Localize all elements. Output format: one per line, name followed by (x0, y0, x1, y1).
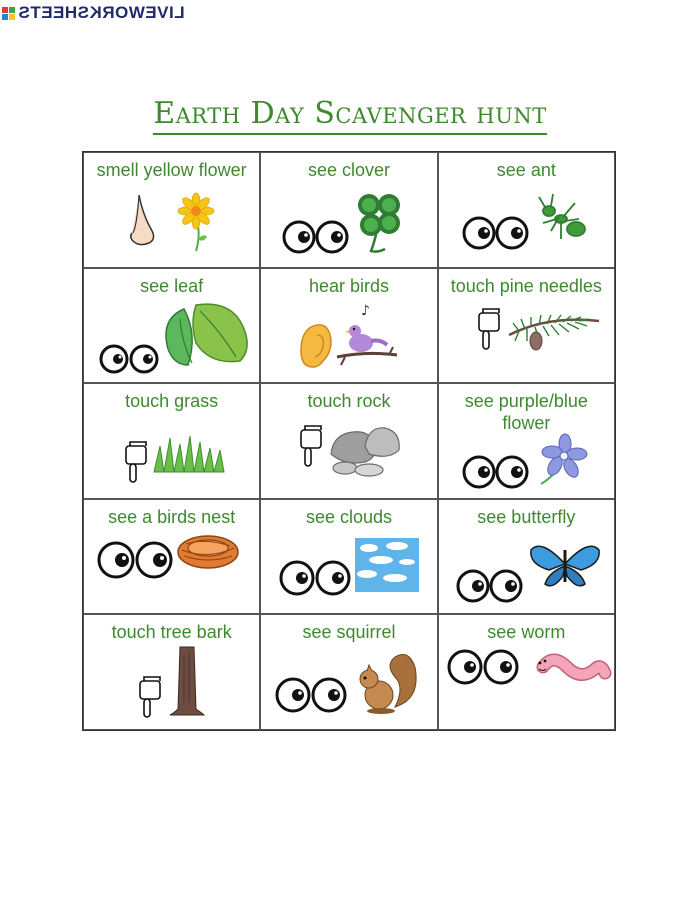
hunt-cell[interactable] (260, 152, 437, 268)
hunt-cell[interactable] (260, 383, 437, 499)
ant-icon (539, 194, 585, 239)
cell-label: hear birds (308, 275, 390, 296)
cell-label: see ant (496, 160, 556, 180)
cell-label: touch rock (307, 391, 391, 412)
pointing-hand-icon (126, 442, 146, 482)
pointing-hand-icon (479, 309, 499, 349)
ear-icon (301, 324, 331, 366)
tree-trunk-icon (170, 647, 204, 715)
rocks-icon (331, 428, 399, 476)
grass-icon (154, 436, 224, 472)
cell-label: touch grass (125, 391, 219, 412)
eyes-icon (464, 218, 527, 248)
eyes-icon (458, 571, 521, 601)
cell-label: see clover (307, 160, 391, 180)
eyes-icon (449, 651, 517, 683)
logo-squares (2, 7, 15, 20)
cell-label: see clouds (305, 506, 393, 527)
cell-label: see worm (487, 622, 566, 643)
pine-branch-icon (509, 315, 599, 350)
purple-flower-icon (541, 434, 587, 484)
hunt-cell[interactable] (83, 152, 260, 268)
hunt-cell[interactable] (260, 614, 437, 730)
yellow-flower-icon (178, 193, 214, 251)
eyes-icon (101, 346, 157, 372)
bird-icon (337, 303, 397, 365)
cell-label: smell yellow flower (96, 160, 247, 180)
hunt-cell[interactable] (438, 499, 615, 615)
svg-text:♪: ♪ (361, 302, 371, 319)
hunt-cell[interactable] (438, 614, 615, 730)
pointing-hand-icon (140, 677, 160, 717)
logo-text: LIVEWORKSHEETS (18, 3, 185, 22)
eyes-icon (99, 543, 171, 577)
hunt-cell[interactable] (83, 614, 260, 730)
cell-label: touch tree bark (111, 622, 232, 643)
eyes-icon (464, 457, 527, 487)
hunt-cell[interactable] (438, 383, 615, 499)
eyes-icon (281, 562, 349, 594)
title-bar (140, 90, 560, 140)
squirrel-icon (360, 655, 416, 714)
cell-label: see purple/blue flower (464, 391, 588, 434)
leaf-icon (166, 304, 247, 365)
hunt-cell[interactable] (438, 268, 615, 384)
eyes-icon (277, 679, 345, 711)
page-title: Earth Day Scavenger hunt (153, 96, 547, 135)
butterfly-icon (530, 546, 598, 586)
cell-label: see leaf (140, 275, 204, 296)
cell-label: see butterfly (477, 506, 576, 527)
hunt-cell[interactable] (83, 383, 260, 499)
liveworksheets-logo (2, 2, 185, 24)
hunt-cell[interactable] (83, 499, 260, 615)
hunt-cell[interactable] (438, 152, 615, 268)
hunt-cell[interactable] (260, 268, 437, 384)
eyes-icon (284, 222, 347, 252)
pointing-hand-icon (301, 426, 321, 466)
nose-icon (131, 195, 154, 245)
cell-label: see squirrel (302, 622, 396, 643)
cell-label: touch pine needles (450, 275, 602, 296)
bird-nest-icon (178, 536, 238, 568)
scavenger-hunt-grid (82, 151, 616, 731)
hunt-cell[interactable] (260, 499, 437, 615)
worm-icon (538, 660, 604, 675)
clouds-icon (355, 538, 419, 592)
cell-label: see a birds nest (108, 506, 236, 527)
clover-icon (358, 194, 400, 252)
hunt-cell[interactable] (83, 268, 260, 384)
